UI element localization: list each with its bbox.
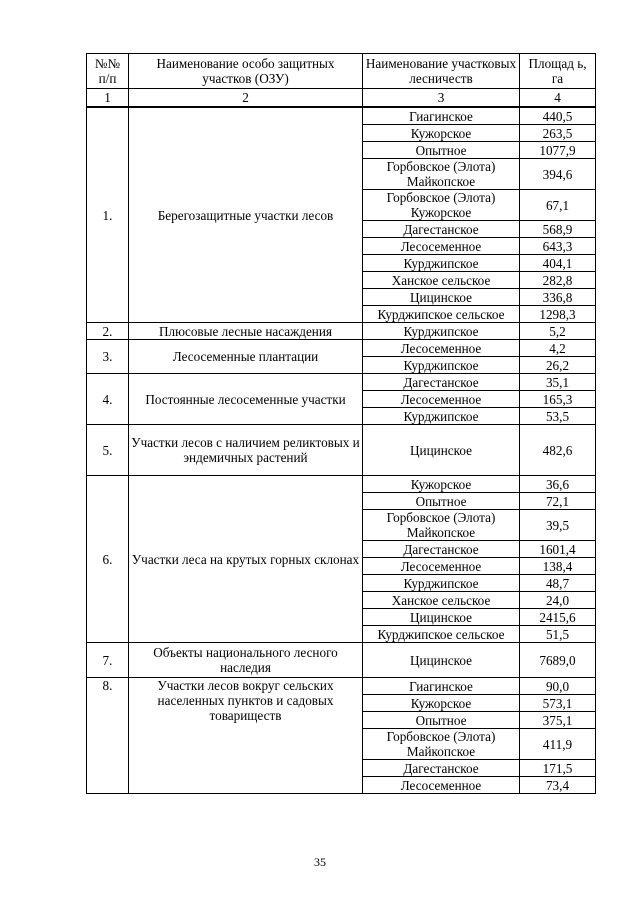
area-cell: 24,0 [520,592,596,609]
header-area: Площад ь, га [520,54,596,89]
column-index-row [87,89,596,108]
group-name: Участки лесов с наличием реликтовых и эндемичных растений [129,425,363,476]
area-cell: 2415,6 [520,609,596,626]
forestry-cell: Кужорское [363,125,520,142]
column-index-3: 3 [363,89,520,108]
forestry-cell: Курджипское [363,408,520,425]
forestry-cell: Опытное [363,712,520,729]
forestry-cell: Курджипское сельское [363,626,520,643]
group-name: Лесосеменные плантации [129,340,363,374]
forestry-cell: Горбовское (Элота) Майкопское [363,510,520,541]
area-cell: 26,2 [520,357,596,374]
area-cell: 72,1 [520,493,596,510]
forestry-cell: Ханское сельское [363,592,520,609]
forestry-cell: Дагестанское [363,760,520,777]
group-name: Плюсовые лесные насаждения [129,323,363,340]
area-cell: 165,3 [520,391,596,408]
group-number: 8. [87,678,129,794]
table-row [87,340,596,357]
area-cell: 482,6 [520,425,596,476]
header-forestry: Наименование участковых лесничеств [363,54,520,89]
area-cell: 1077,9 [520,142,596,159]
group-number: 5. [87,425,129,476]
forestry-cell: Курджипское сельское [363,306,520,323]
column-index-2: 2 [129,89,363,108]
page-number: 35 [314,855,326,869]
area-cell: 411,9 [520,729,596,760]
header-num: №№ п/п [87,54,129,89]
area-cell: 404,1 [520,255,596,272]
forestry-cell: Кужорское [363,695,520,712]
forestry-cell: Ханское сельское [363,272,520,289]
forestry-cell: Лесосеменное [363,777,520,794]
area-cell: 51,5 [520,626,596,643]
forestry-cell: Курджипское [363,575,520,592]
area-cell: 35,1 [520,374,596,391]
area-cell: 1601,4 [520,541,596,558]
forestry-cell: Горбовское (Элота) Кужорское [363,190,520,221]
forestry-cell: Цицинское [363,425,520,476]
forestry-cell: Опытное [363,142,520,159]
area-cell: 90,0 [520,678,596,695]
group-number: 2. [87,323,129,340]
column-index-1: 1 [87,89,129,108]
area-cell: 282,8 [520,272,596,289]
area-cell: 138,4 [520,558,596,575]
forestry-cell: Лесосеменное [363,340,520,357]
forestry-cell: Дагестанское [363,374,520,391]
area-cell: 7689,0 [520,643,596,678]
area-cell: 1298,3 [520,306,596,323]
forestry-cell: Курджипское [363,357,520,374]
table-row [87,374,596,391]
group-number: 4. [87,374,129,425]
table-header-row [87,54,596,89]
forestry-cell: Курджипское [363,323,520,340]
forestry-cell: Лесосеменное [363,558,520,575]
header-name: Наименование особо защитных участков (ОЗУ) [129,54,363,89]
column-index-4: 4 [520,89,596,108]
group-number: 6. [87,476,129,643]
area-cell: 73,4 [520,777,596,794]
group-number: 3. [87,340,129,374]
area-cell: 568,9 [520,221,596,238]
area-cell: 67,1 [520,190,596,221]
area-cell: 5,2 [520,323,596,340]
area-cell: 48,7 [520,575,596,592]
forestry-cell: Цицинское [363,643,520,678]
table-row [87,678,596,695]
table-row [87,643,596,678]
area-cell: 375,1 [520,712,596,729]
group-number: 1. [87,107,129,323]
group-name: Участки леса на крутых горных склонах [129,476,363,643]
table-row [87,107,596,125]
area-cell: 394,6 [520,159,596,190]
group-name: Участки лесов вокруг сельских населенных пунктов и садовых товариществ [129,678,363,794]
forestry-cell: Лесосеменное [363,391,520,408]
area-cell: 53,5 [520,408,596,425]
table-row [87,476,596,493]
area-cell: 336,8 [520,289,596,306]
area-cell: 171,5 [520,760,596,777]
area-cell: 39,5 [520,510,596,541]
forestry-cell: Опытное [363,493,520,510]
forestry-cell: Кужорское [363,476,520,493]
group-name: Постоянные лесосеменные участки [129,374,363,425]
forestry-cell: Цицинское [363,289,520,306]
forestry-cell: Гиагинское [363,678,520,695]
forestry-cell: Цицинское [363,609,520,626]
forestry-cell: Лесосеменное [363,238,520,255]
forestry-cell: Дагестанское [363,541,520,558]
forestry-cell: Гиагинское [363,107,520,125]
area-cell: 4,2 [520,340,596,357]
ozu-table [86,53,596,794]
area-cell: 440,5 [520,107,596,125]
forestry-cell: Дагестанское [363,221,520,238]
forestry-cell: Курджипское [363,255,520,272]
area-cell: 263,5 [520,125,596,142]
table-row [87,323,596,340]
forestry-cell: Горбовское (Элота) Майкопское [363,729,520,760]
group-number: 7. [87,643,129,678]
area-cell: 36,6 [520,476,596,493]
group-name: Берегозащитные участки лесов [129,107,363,323]
group-name: Объекты национального лесного наследия [129,643,363,678]
area-cell: 643,3 [520,238,596,255]
forestry-cell: Горбовское (Элота) Майкопское [363,159,520,190]
area-cell: 573,1 [520,695,596,712]
table-row [87,425,596,476]
